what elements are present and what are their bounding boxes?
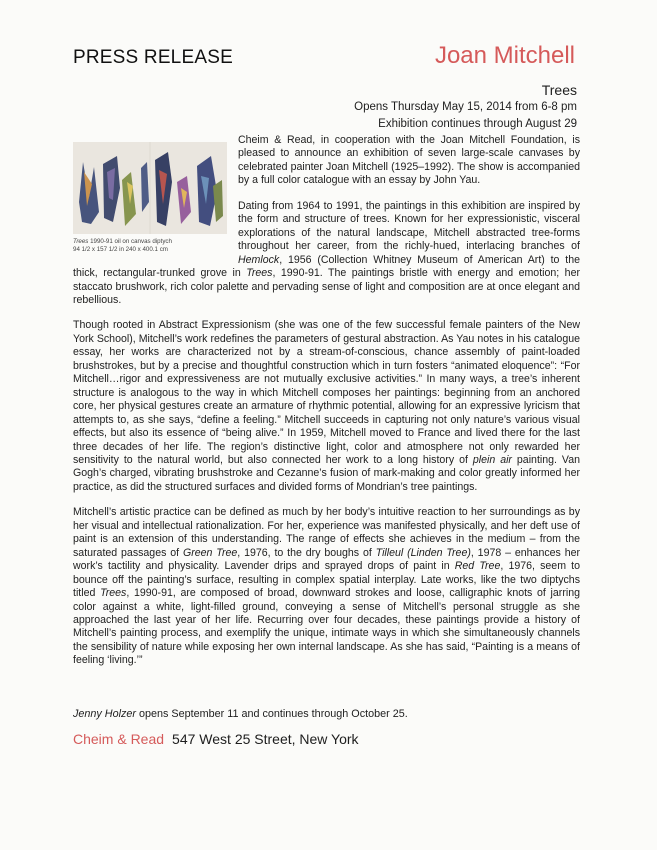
p4-text-i: , 1990-91, are composed of broad, downward strokes and loose, calligraphic knots of jarring color against a white, light-filled ground, conveying a sense of Mitchell’s personal struggle as she approached the last year of her life. Recurring over four decades, these paintings provide a history of Mitchell’s painting process, and exemplify the unique, intimate ways in which she simultaneously channels the sensibility of nature while exposing her own internal landscape. As she has said, “Painting is a means of feeling ‘living.’” xyxy=(73,587,580,667)
next-exhibition xyxy=(73,708,408,720)
p4-text-a: Mitchell’s artistic practice can be defined as much by her body’s intuitive reaction to her surroundings as by her visual and intellectual rationalization. For her, experience was manifested physically, and her deft use of paint is an extension of this understanding. The range of effects she achieves in the medium – from the saturated passages of xyxy=(73,506,580,559)
p4-text-g: , 1976, seem to bounce off the painting’s surface, resulting in complex spatial interplay. Late works, like the two diptychs titled xyxy=(73,560,581,600)
footer xyxy=(73,731,359,747)
p3-text-c: painting. Van Gogh’s charged, vibrating brushstroke and Cezanne’s fusion of mark-making and color greatly informed her practice, as did the structured surfaces and divided forms of Mondrian’s tree paintings. xyxy=(73,453,580,493)
exhibition-info xyxy=(354,81,577,133)
p2-text-e: , 1990-91. The paintings bristle with energy and emotion; her staccato brushwork, rich color palette and pervading sense of light and composition are at once elegant and rebellious. xyxy=(73,267,580,306)
next-dates: opens September 11 and continues through October 25. xyxy=(136,708,408,720)
p2-text-a: Dating from 1964 to 1991, the paintings in this exhibition are inspired by the form and structure of trees. Known for her expressionistic, visceral explorations of the natural landscape, Mitchell abstracted tree-forms throughout her career, from the richly-hued, interlacing branches of xyxy=(238,199,580,253)
p2-title-trees: Trees xyxy=(246,267,273,280)
opening-date: Opens Thursday May 15, 2014 from 6-8 pm xyxy=(354,101,577,113)
artist-name: Joan Mitchell xyxy=(434,42,575,69)
paragraph-4 xyxy=(73,506,580,667)
p4-title-trees: Trees xyxy=(100,587,127,600)
next-artist: Jenny Holzer xyxy=(73,708,137,720)
press-body xyxy=(73,134,580,680)
gallery-name: Cheim & Read xyxy=(73,731,165,747)
p2-title-hemlock: Hemlock xyxy=(238,253,280,266)
caption-line1: 1990-91 oil on canvas diptych xyxy=(88,238,172,245)
closing-date: Exhibition continues through August 29 xyxy=(378,118,577,130)
gallery-address: 547 West 25 Street, New York xyxy=(172,731,359,747)
p4-text-e: , 1978 – enhances her work’s tactility and physicality. Lavender drips and sprayed drops of paint in xyxy=(73,546,581,573)
caption-line2: 94 1/2 x 157 1/2 in 240 x 400.1 cm xyxy=(73,245,168,253)
p4-title-tilleul: Tilleul (Linden Tree) xyxy=(375,546,471,559)
artwork-figure xyxy=(73,142,228,253)
p3-term-plein-air: plein air xyxy=(472,453,512,466)
press-release-label: PRESS RELEASE xyxy=(73,47,233,68)
artwork-caption xyxy=(73,238,228,253)
exhibition-title: Trees xyxy=(541,82,577,98)
p4-text-c: , 1976, to the dry boughs of xyxy=(237,546,376,559)
p3-text-a: Though rooted in Abstract Expressionism (she was one of the few successful female painters of the New York School), Mitchell’s work redefines the parameters of gestural abstraction. As Yau notes in his catalogue essay, her works are characterized not by a stream-of-conscious, chance assembly of paint-loaded brushstrokes, but by a precise and thoughtful construction which in turn fosters “animated eloquence”: “For Mitchell…rigor and expressiveness are not mutually exclusive activities.” In many ways, a tree’s inherent structure is analogous to the way in which Mitchell composes her paintings: beginning from an anchored core, her physical gestures create an armature of rhythmic potential, allowing for an expressive lyricism that attempts to, as she says, “define a feeling.” Mitchell succeeds in capturing not only nature’s various visual effects, but also its essence of “being alive.” In 1959, Mitchell moved to France and lived there for the last three decades of her life. The region’s distinctive light, color and atmosphere not only rewarded her sensitivity to the natural world, but also connected her work to a long history of xyxy=(73,319,580,466)
paragraph-1: Cheim & Read, in cooperation with the Joan Mitchell Foundation, is pleased to announce an exhibition of seven large-scale canvases by celebrated painter Joan Mitchell (1925–1992). The show is accompanied by a full color catalogue with an essay by John Yau. xyxy=(238,134,580,187)
trees-painting-image xyxy=(73,142,227,234)
p4-title-red-tree: Red Tree xyxy=(454,560,501,573)
paragraph-3 xyxy=(73,319,580,494)
p2-text-c: , 1956 (Collection Whitney Museum of American Art) to the thick, rectangular-trunked grove in xyxy=(73,253,580,280)
caption-title: Trees xyxy=(73,238,89,245)
p4-title-green-tree: Green Tree xyxy=(182,546,238,559)
